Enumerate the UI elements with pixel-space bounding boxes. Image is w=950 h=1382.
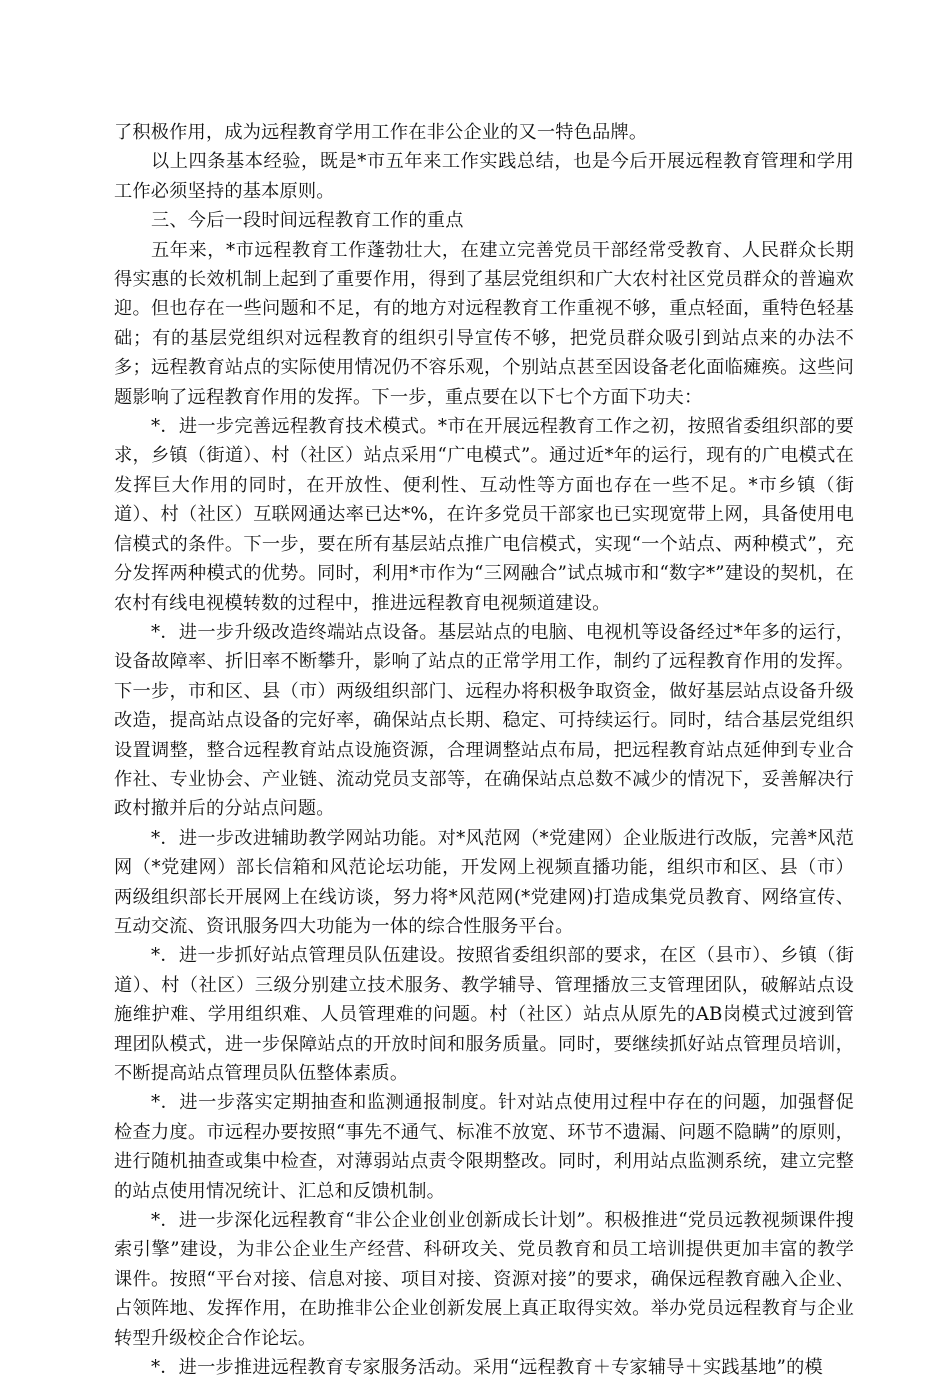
paragraph: *．进一步升级改造终端站点设备。基层站点的电脑、电视机等设备经过*年多的运行，设备故障率、折旧率不断攀升，影响了站点的正常学用工作，制约了远程教育作用的发挥。下一步，市和区、县（市）两级组织部门、远程办将积极争取资金，做好基层站点设备升级改造，提高站点设备的完好率，确保站点长期、稳定、可持续运行。同时，结合基层党组织设置调整，整合远程教育站点设施资源，合理调整站点布局，把远程教育站点延伸到专业合作社、专业协会、产业链、流动党员支部等，在确保站点总数不减少的情况下，妥善解决行政村撤并后的分站点问题。 <box>114 621 854 820</box>
paragraph: *．进一步推进远程教育专家服务活动。采用“远程教育＋专家辅导＋实践基地”的模 <box>151 1357 823 1379</box>
paragraph: *．进一步抓好站点管理员队伍建设。按照省委组织部的要求，在区（县市）、乡镇（街道）、村（社区）三级分别建立技术服务、教学辅导、管理播放三支管理团队，破解站点设施维护难、学用组织难、人员管理难的问题。村（社区）站点从原先的AB岗模式过渡到管理团队模式，进一步保障站点的开放时间和服务质量。同时，要继续抓好站点管理员培训，不断提高站点管理员队伍整体素质。 <box>114 945 854 1084</box>
paragraph: *．进一步落实定期抽查和监测通报制度。针对站点使用过程中存在的问题，加强督促检查力度。市远程办要按照“事先不通气、标准不放宽、环节不遗漏、问题不隐瞒”的原则，进行随机抽查或集中检查，对薄弱站点责令限期整改。同时，利用站点监测系统，建立完整的站点使用情况统计、汇总和反馈机制。 <box>114 1092 854 1202</box>
document-body <box>114 118 854 1382</box>
paragraph: 以上四条基本经验，既是*市五年来工作实践总结，也是今后开展远程教育管理和学用工作必须坚持的基本原则。 <box>114 151 854 202</box>
paragraph: *．进一步深化远程教育“非公企业创业创新成长计划”。积极推进“党员远教视频课件搜索引擎”建设，为非公企业生产经营、科研攻关、党员教育和员工培训提供更加丰富的教学课件。按照“平台对接、信息对接、项目对接、资源对接”的要求，确保远程教育融入企业、占领阵地、发挥作用，在助推非公企业创新发展上真正取得实效。举办党员远程教育与企业转型升级校企合作论坛。 <box>114 1210 854 1349</box>
section-heading: 三、今后一段时间远程教育工作的重点 <box>151 210 464 232</box>
paragraph: 五年来，*市远程教育工作蓬勃壮大，在建立完善党员干部经常受教育、人民群众长期得实惠的长效机制上起到了重要作用，得到了基层党组织和广大农村社区党员群众的普遍欢迎。但也存在一些问题和不足，有的地方对远程教育工作重视不够，重点轻面，重特色轻基础；有的基层党组织对远程教育的组织引导宣传不够，把党员群众吸引到站点来的办法不多；远程教育站点的实际使用情况仍不容乐观，个别站点甚至因设备老化面临瘫痪。这些问题影响了远程教育作用的发挥。下一步，重点要在以下七个方面下功夫： <box>114 239 854 408</box>
paragraph: *．进一步改进辅助教学网站功能。对*风范网（*党建网）企业版进行改版，完善*风范网（*党建网）部长信箱和风范论坛功能，开发网上视频直播功能，组织市和区、县（市）两级组织部长开展网上在线访谈，努力将*风范网(*党建网)打造成集党员教育、网络宣传、互动交流、资讯服务四大功能为一体的综合性服务平台。 <box>114 827 854 937</box>
paragraph: 了积极作用，成为远程教育学用工作在非公企业的又一特色品牌。 <box>114 122 648 143</box>
paragraph: *．进一步完善远程教育技术模式。*市在开展远程教育工作之初，按照省委组织部的要求，乡镇（街道）、村（社区）站点采用“广电模式”。通过近*年的运行，现有的广电模式在发挥巨大作用的同时，在开放性、便利性、互动性等方面也存在一些不足。*市乡镇（街道）、村（社区）互联网通达率已达*%，在许多党员干部家也已实现宽带上网，具备使用电信模式的条件。下一步，要在所有基层站点推广电信模式，实现“一个站点、两种模式”，充分发挥两种模式的优势。同时，利用*市作为“三网融合”试点城市和“数字*”建设的契机，在农村有线电视模转数的过程中，推进远程教育电视频道建设。 <box>114 416 854 614</box>
